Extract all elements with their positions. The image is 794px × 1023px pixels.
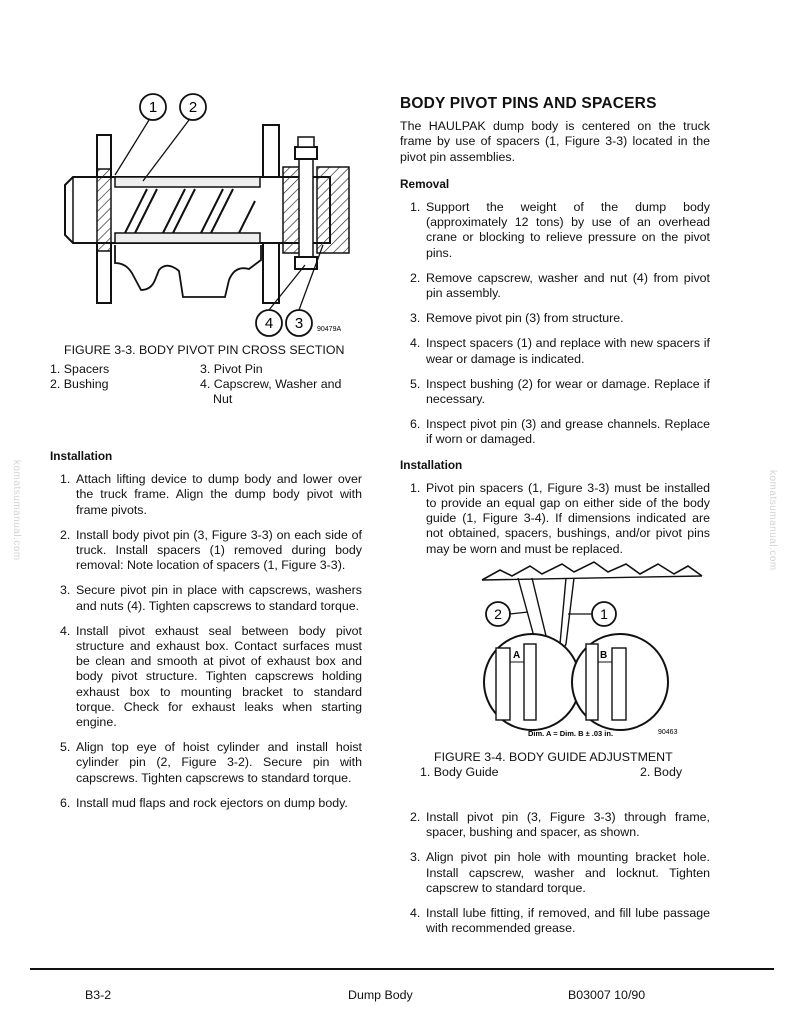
list-item: 1. Attach lifting device to dump body and lower over the truck frame. Align the dump body pivot with frame pivots.: [60, 472, 362, 517]
legend-text: Spacers: [63, 362, 110, 377]
legend-text: Capscrew, Washer and Nut: [213, 377, 342, 407]
legend-num: 1.: [50, 362, 61, 377]
legend-num: 2.: [50, 377, 61, 392]
fig33-callout-4: 4: [264, 315, 274, 332]
watermark-left: komatsumanual.com: [11, 460, 22, 561]
footer-page-number: B3-2: [85, 988, 112, 1002]
fig33-code: 90479A: [317, 326, 342, 333]
footer-doc-code: B03007 10/90: [568, 988, 646, 1002]
removal-steps: [400, 200, 710, 448]
figure-3-3-drawing: [55, 85, 365, 343]
list-item: 3. Secure pivot pin in place with capscrews, washers and nuts (4). Tighten capscrews to standard torque.: [60, 583, 362, 613]
fig33-callout-1: 1: [148, 99, 158, 116]
left-installation-steps: [50, 472, 362, 811]
figure-3-4-caption: FIGURE 3-4. BODY GUIDE ADJUSTMENT: [434, 750, 673, 764]
legend-text: Pivot Pin: [213, 362, 263, 377]
list-item: 4. Install lube fitting, if removed, and fill lube passage with recommended grease.: [410, 906, 710, 936]
figure-3-4-drawing: [470, 552, 710, 742]
legend-num: 3.: [200, 362, 211, 377]
list-item: 2. Install body pivot pin (3, Figure 3-3) on each side of truck. Install spacers (1) removed during body removal: Note location of spacers (1, Figure 3-3).: [60, 527, 362, 573]
figure-3-3-legend: [50, 362, 362, 407]
watermark-right: komatsumanual.com: [767, 470, 778, 571]
footer-rule: [30, 968, 774, 970]
fig33-callout-3: 3: [294, 315, 304, 332]
list-item: 1. Pivot pin spacers (1, Figure 3-3) must be installed to provide an equal gap on either side of the body guide (1, Figure 3-4). If dimensions indicated are not obtained, spacers, bushings, and/or pivot pins may be worn and must be replaced.: [410, 480, 710, 556]
figure-3-3-caption: FIGURE 3-3. BODY PIVOT PIN CROSS SECTION: [64, 343, 345, 357]
right-installation-steps-continued: [400, 810, 710, 936]
legend-text: Body: [653, 765, 683, 780]
legend-num: 4.: [200, 377, 211, 392]
list-item: 4. Inspect spacers (1) and replace with new spacers if wear or damage is indicated.: [410, 336, 710, 366]
legend-num: 2.: [640, 765, 651, 780]
intro-paragraph: The HAULPAK dump body is centered on the truck frame by use of spacers (1, Figure 3-3) located in the pivot pin assemblies.: [400, 119, 710, 164]
list-item: 5. Inspect bushing (2) for wear or damage. Replace if necessary.: [410, 376, 710, 407]
right-installation-heading: Installation: [400, 457, 463, 472]
list-item: 2. Install pivot pin (3, Figure 3-3) through frame, spacer, bushing and spacer, as shown.: [410, 810, 710, 840]
right-installation-step-1: [400, 481, 710, 557]
list-item: 1. Support the weight of the dump body (approximately 12 tons) by use of an overhead crane or blocking to relieve pressure on the pivot pins.: [410, 200, 710, 260]
section-title: BODY PIVOT PINS AND SPACERS: [400, 95, 657, 112]
left-installation-heading: Installation: [50, 449, 113, 463]
list-item: 5. Align top eye of hoist cylinder and install hoist cylinder pin (2, Figure 3-2). Secure pin with capscrews. Tighten capscrews to standard torque.: [60, 740, 362, 785]
list-item: 4. Install pivot exhaust seal between body pivot structure and exhaust box. Contact surfaces must be clean and smooth at pivot of exhaust box and body pivot structure. Tighten capscrews holding exhaust box to mounting bracket to standard torque. Check for exhaust leaks when starting engine.: [60, 623, 362, 730]
fig34-callout-2: 2: [494, 606, 502, 622]
figure-3-4-legend: [400, 765, 710, 783]
footer-section: Dump Body: [348, 988, 413, 1002]
list-item: 3. Align pivot pin hole with mounting bracket hole. Install capscrew, washer and locknut. Tighten capscrew to standard torque.: [410, 850, 710, 895]
list-item: 6. Install mud flaps and rock ejectors on dump body.: [60, 795, 348, 810]
legend-num: 1.: [420, 765, 431, 780]
dim-a-label: A: [513, 650, 521, 661]
removal-heading: Removal: [400, 176, 450, 191]
fig34-callout-1: 1: [600, 606, 608, 622]
list-item: 6. Inspect pivot pin (3) and grease channels. Replace if worn or damaged.: [410, 417, 710, 447]
legend-text: Bushing: [63, 377, 109, 392]
fig34-code: 90463: [658, 729, 678, 736]
legend-text: Body Guide: [433, 765, 499, 780]
fig33-callout-2: 2: [188, 99, 198, 116]
list-item: 3. Remove pivot pin (3) from structure.: [410, 311, 624, 326]
list-item: 2. Remove capscrew, washer and nut (4) from pivot pin assembly.: [410, 270, 710, 301]
dim-b-label: B: [600, 650, 608, 661]
dim-note: Dim. A = Dim. B ± .03 in.: [528, 729, 614, 738]
